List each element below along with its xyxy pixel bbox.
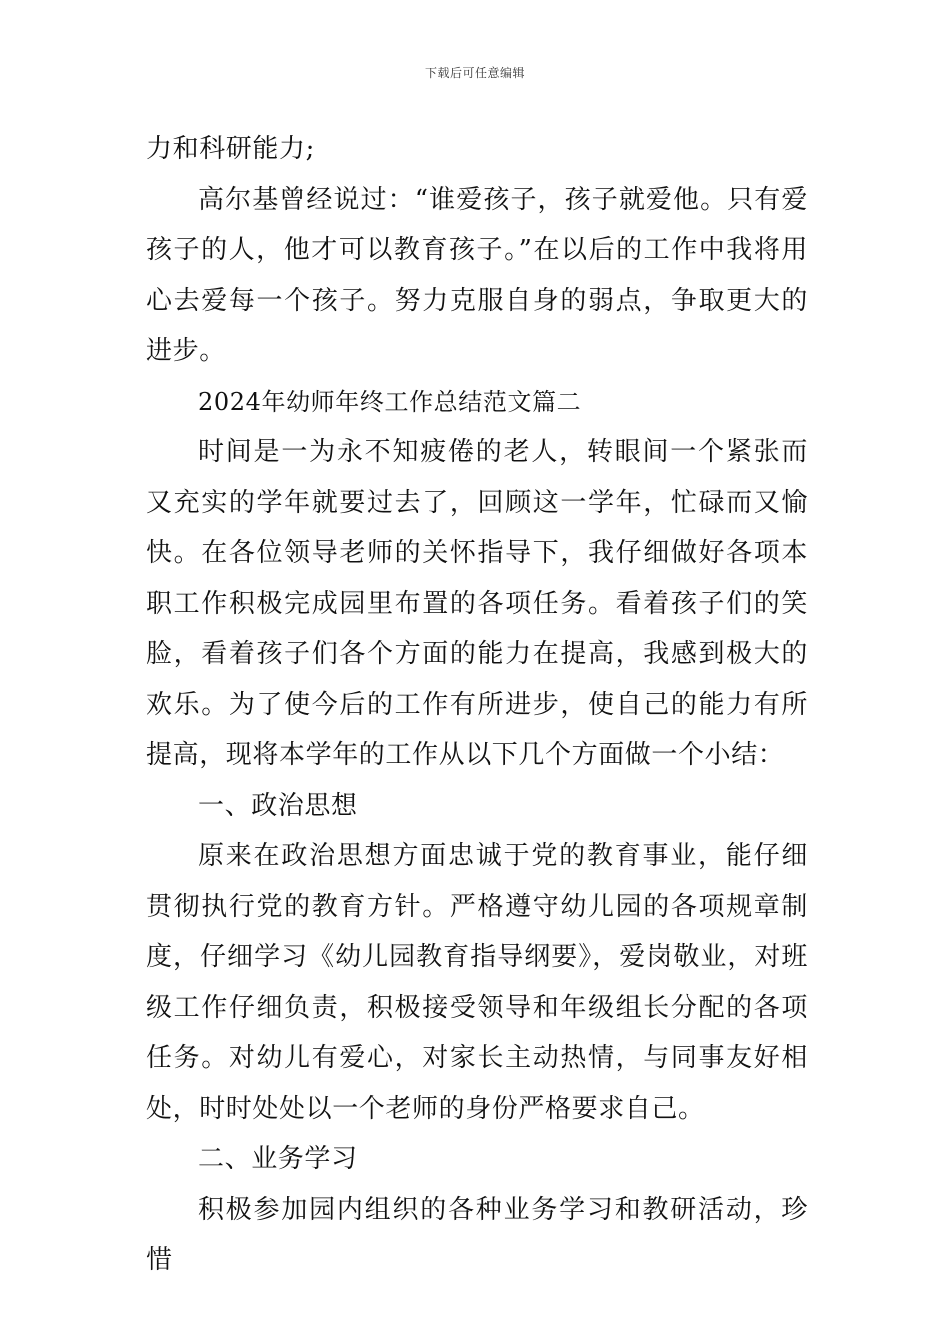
document-body — [146, 124, 808, 1286]
section-heading-study: 二、业务学习 — [198, 1144, 358, 1174]
paragraph-gorky-quote: 高尔基曾经说过：“谁爱孩子，孩子就爱他。只有爱孩子的人，他才可以教育孩子。”在以后的工作中我将用心去爱每一个孩子。努力克服自身的弱点，争取更大的进步。 — [146, 184, 808, 366]
article-title: 2024年幼师年终工作总结范文篇二 — [198, 387, 582, 416]
paragraph-continuation: 力和科研能力; — [146, 134, 315, 164]
page-header: 下载后可任意编辑 — [424, 66, 525, 80]
paragraph-study: 积极参加园内组织的各种业务学习和教研活动，珍惜 — [146, 1194, 808, 1275]
section-heading-politics: 一、政治思想 — [198, 790, 358, 821]
paragraph-intro: 时间是一为永不知疲倦的老人，转眼间一个紧张而又充实的学年就要过去了，回顾这一学年，忙碌而又愉快。在各位领导老师的关怀指导下，我仔细做好各项本职工作积极完成园里布置的各项任务。看着孩子们的笑脸，看着孩子们各个方面的能力在提高，我感到极大的欢乐。为了使今后的工作有所进步，使自己的能力有所提高，现将本学年的工作从以下几个方面做一个小结： — [146, 437, 808, 770]
paragraph-politics: 原来在政治思想方面忠诚于党的教育事业，能仔细贯彻执行党的教育方针。严格遵守幼儿园的各项规章制度，仔细学习《幼儿园教育指导纲要》，爱岗敬业，对班级工作仔细负责，积极接受领导和年级组长分配的各项任务。对幼儿有爱心，对家长主动热情，与同事友好相处，时时处处以一个老师的身份严格要求自己。 — [146, 841, 808, 1124]
